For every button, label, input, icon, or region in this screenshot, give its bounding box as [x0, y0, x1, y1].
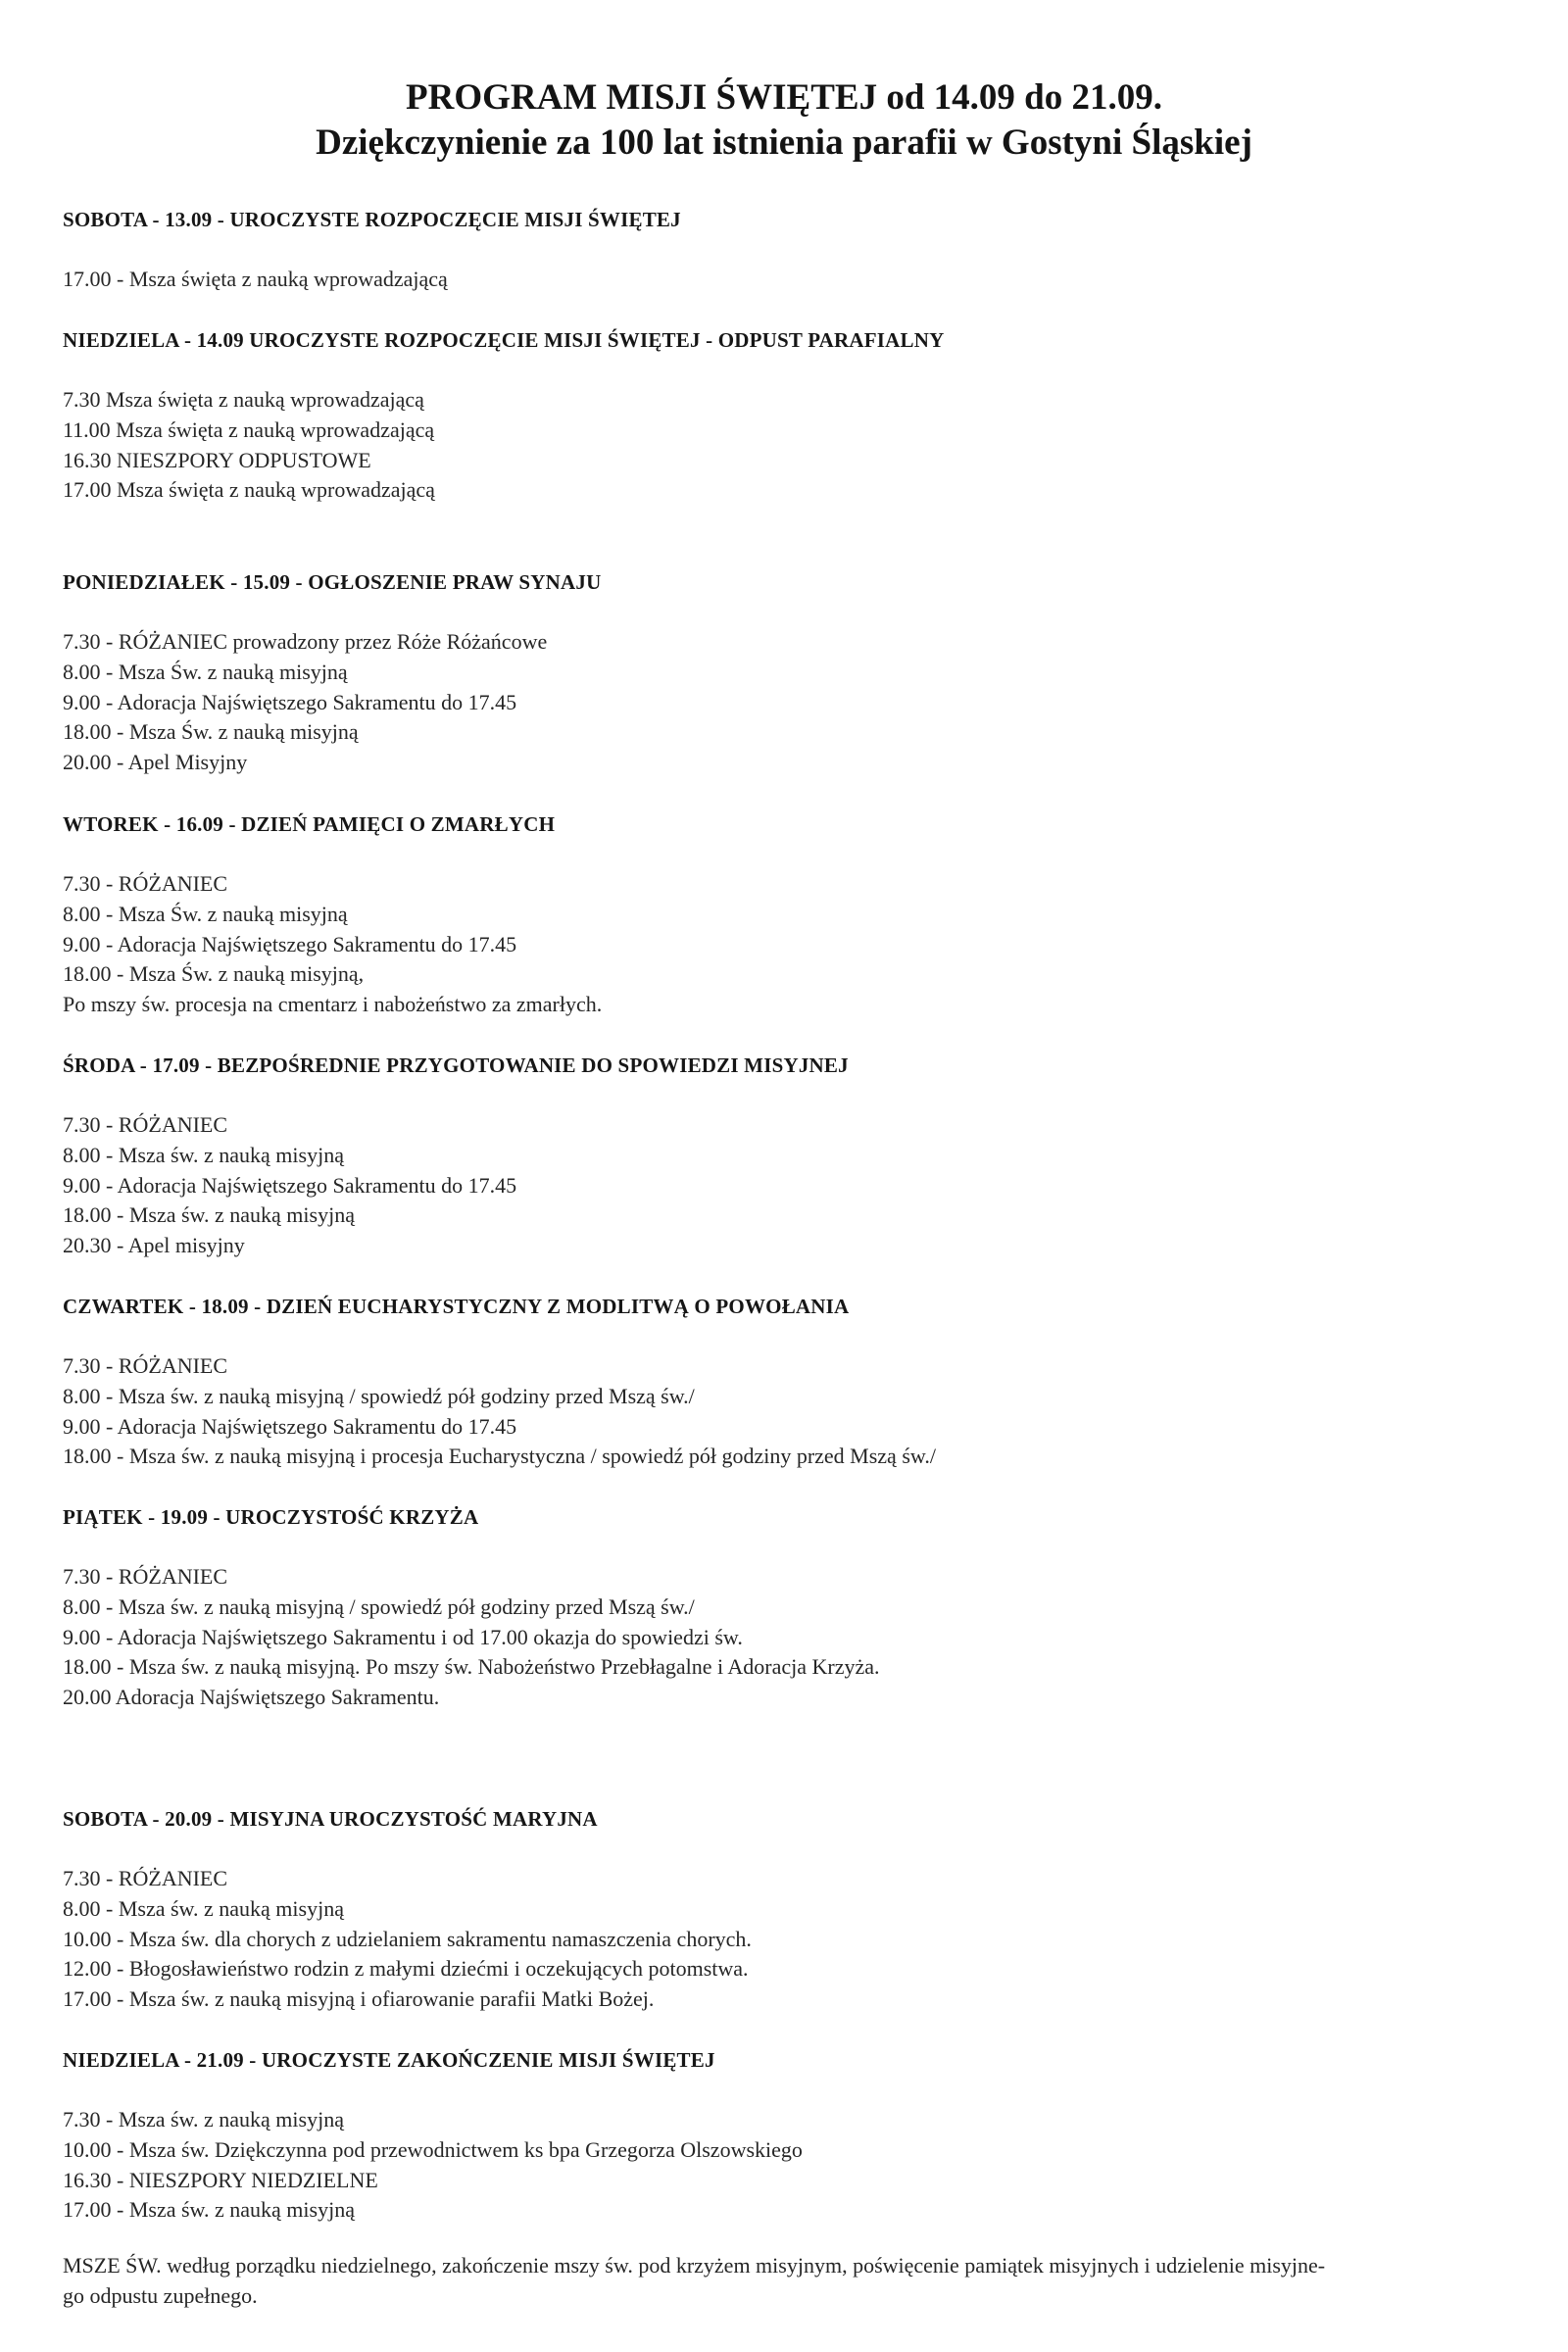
schedule-item: 20.00 - Apel Misyjny	[63, 750, 248, 775]
day-section-friday-19	[63, 1502, 1513, 1713]
schedule-item: Po mszy św. procesja na cmentarz i nabożeństwo za zmarłych.	[63, 992, 603, 1017]
page-subtitle: Dziękczynienie za 100 lat istnienia parafii w Gostyni Śląskiej	[316, 122, 1252, 163]
schedule-item: 9.00 - Adoracja Najświętszego Sakramentu do 17.45	[63, 689, 517, 714]
schedule-item: 20.00 Adoracja Najświętszego Sakramentu.	[63, 1685, 440, 1710]
day-heading: WTOREK - 16.09 - DZIEŃ PAMIĘCI O ZMARŁYCH	[63, 812, 556, 836]
schedule-item: 8.00 - Msza św. z nauką misyjną / spowiedź pół godziny przed Mszą św./	[63, 1383, 695, 1408]
schedule-item: 8.00 - Msza Św. z nauką misyjną	[63, 659, 348, 684]
schedule-item: 20.30 - Apel misyjny	[63, 1233, 245, 1258]
day-heading: CZWARTEK - 18.09 - DZIEŃ EUCHARYSTYCZNY Z MODLITWĄ O POWOŁANIA	[63, 1295, 850, 1318]
schedule-item: 17.00 - Msza św. z nauką misyjną	[63, 2197, 355, 2223]
schedule-item: 18.00 - Msza św. z nauką misyjną i procesja Eucharystyczna / spowiedź pół godziny przed Mszą św./	[63, 1444, 936, 1469]
schedule-item: 17.00 - Msza św. z nauką misyjną i ofiarowanie parafii Matki Bożej.	[63, 1986, 655, 2012]
schedule-item: 18.00 - Msza Św. z nauką misyjną	[63, 719, 359, 745]
schedule-item: 18.00 - Msza św. z nauką misyjną. Po mszy św. Nabożeństwo Przebłagalne i Adoracja Krzyża.	[63, 1654, 880, 1680]
schedule-item: 9.00 - Adoracja Najświętszego Sakramentu do 17.45	[63, 931, 517, 956]
day-heading: PONIEDZIAŁEK - 15.09 - OGŁOSZENIE PRAW SYNAJU	[63, 570, 602, 594]
schedule-item: 17.00 Msza święta z nauką wprowadzającą	[63, 477, 435, 503]
closing-note-line-2: go odpustu zupełnego.	[63, 2283, 258, 2308]
schedule-item: 9.00 - Adoracja Najświętszego Sakramentu do 17.45	[63, 1413, 517, 1439]
schedule-item: 12.00 - Błogosławieństwo rodzin z małymi dziećmi i oczekujących potomstwa.	[63, 1956, 749, 1982]
day-section-tuesday-16	[63, 809, 1513, 1020]
schedule-item: 8.00 - Msza św. z nauką misyjną	[63, 1895, 344, 1921]
day-heading: SOBOTA - 13.09 - UROCZYSTE ROZPOCZĘCIE MISJI ŚWIĘTEJ	[63, 208, 681, 231]
schedule-item: 18.00 - Msza Św. z nauką misyjną,	[63, 961, 365, 987]
day-section-saturday-13	[63, 205, 1513, 295]
day-section-saturday-20	[63, 1804, 1513, 2015]
day-heading: SOBOTA - 20.09 - MISYJNA UROCZYSTOŚĆ MARYJNA	[63, 1807, 598, 1831]
schedule-item: 7.30 - RÓŻANIEC	[63, 1112, 228, 1137]
day-section-wednesday-17	[63, 1051, 1513, 1261]
day-heading: ŚRODA - 17.09 - BEZPOŚREDNIE PRZYGOTOWANIE DO SPOWIEDZI MISYJNEJ	[63, 1054, 849, 1077]
schedule-item: 7.30 - RÓŻANIEC prowadzony przez Róże Różańcowe	[63, 629, 548, 654]
page-title: PROGRAM MISJI ŚWIĘTEJ od 14.09 do 21.09.	[406, 77, 1162, 118]
schedule-item: 8.00 - Msza św. z nauką misyjną / spowiedź pół godziny przed Mszą św./	[63, 1593, 695, 1619]
closing-note-line-1: MSZE ŚW. według porządku niedzielnego, zakończenie mszy św. pod krzyżem misyjnym, poświęcenie pamiątek misyjnych i udzielenie misyjne-	[63, 2253, 1326, 2278]
schedule-item: 7.30 - RÓŻANIEC	[63, 1353, 228, 1378]
day-heading: PIĄTEK - 19.09 - UROCZYSTOŚĆ KRZYŻA	[63, 1505, 479, 1529]
schedule-item: 17.00 - Msza święta z nauką wprowadzającą	[63, 267, 448, 291]
schedule-item: 7.30 Msza święta z nauką wprowadzającą	[63, 387, 424, 412]
closing-note	[63, 2250, 1513, 2311]
schedule-item: 11.00 Msza święta z nauką wprowadzającą	[63, 416, 435, 442]
day-section-sunday-21	[63, 2045, 1513, 2226]
schedule-item: 7.30 - RÓŻANIEC	[63, 1866, 228, 1890]
schedule-item: 18.00 - Msza św. z nauką misyjną	[63, 1202, 355, 1228]
day-heading: NIEDZIELA - 14.09 UROCZYSTE ROZPOCZĘCIE MISJI ŚWIĘTEJ - ODPUST PARAFIALNY	[63, 328, 945, 352]
schedule-item: 16.30 - NIESZPORY NIEDZIELNE	[63, 2167, 378, 2192]
schedule-item: 8.00 - Msza Św. z nauką misyjną	[63, 901, 348, 926]
schedule-item: 9.00 - Adoracja Najświętszego Sakramentu i od 17.00 okazja do spowiedzi św.	[63, 1624, 743, 1649]
schedule-item: 7.30 - RÓŻANIEC	[63, 871, 228, 896]
schedule-item: 10.00 - Msza św. dla chorych z udzielaniem sakramentu namaszczenia chorych.	[63, 1926, 752, 1951]
schedule-item: 10.00 - Msza św. Dziękczynna pod przewodnictwem ks bpa Grzegorza Olszowskiego	[63, 2136, 803, 2162]
schedule-item: 8.00 - Msza św. z nauką misyjną	[63, 1142, 344, 1167]
schedule-item: 9.00 - Adoracja Najświętszego Sakramentu do 17.45	[63, 1172, 517, 1198]
schedule-item: 7.30 - RÓŻANIEC	[63, 1564, 228, 1589]
day-heading: NIEDZIELA - 21.09 - UROCZYSTE ZAKOŃCZENIE MISJI ŚWIĘTEJ	[63, 2048, 715, 2072]
day-section-monday-15	[63, 567, 1513, 778]
day-section-sunday-14	[63, 325, 1513, 506]
day-section-thursday-18	[63, 1292, 1513, 1472]
schedule-item: 7.30 - Msza św. z nauką misyjną	[63, 2107, 344, 2132]
schedule-item: 16.30 NIESZPORY ODPUSTOWE	[63, 447, 371, 472]
